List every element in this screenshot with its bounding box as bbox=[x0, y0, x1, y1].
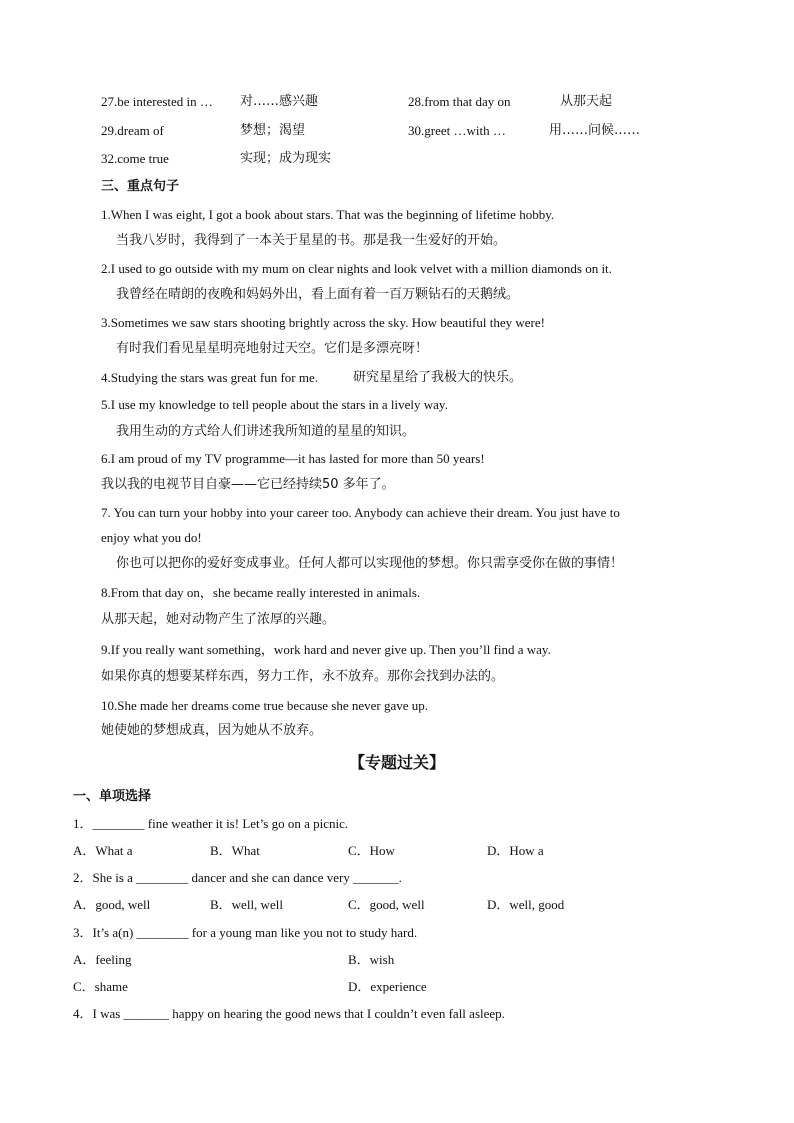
sentence-en: 8.From that day on，she became really interested in animals. bbox=[101, 585, 421, 600]
phrase-cn: 梦想；渴望 bbox=[240, 123, 306, 138]
option: A．good, well bbox=[73, 897, 151, 912]
option: C．shame bbox=[73, 979, 128, 994]
option: B．well, well bbox=[210, 897, 283, 912]
section-heading-key-sentences: 三、重点句子 bbox=[101, 179, 180, 194]
phrase-en: 29.dream of bbox=[101, 123, 164, 138]
sentence-cn: 我以我的电视节目自豪——它已经持续50 多年了。 bbox=[101, 477, 395, 492]
question-stem: 4．I was _______ happy on hearing the good news that I couldn’t even fall asleep. bbox=[73, 1006, 505, 1021]
phrase-cn: 对……感兴趣 bbox=[240, 94, 319, 109]
sentence-cn: 当我八岁时，我得到了一本关于星星的书。那是我一生爱好的开始。 bbox=[116, 233, 507, 248]
phrase-cn: 实现；成为现实 bbox=[240, 151, 332, 166]
option: D．well, good bbox=[487, 897, 565, 912]
sentence-cn: 研究星星给了我极大的快乐。 bbox=[353, 370, 523, 385]
sentence-en: 10.She made her dreams come true because she never gave up. bbox=[101, 698, 429, 713]
sentence-en: 2.I used to go outside with my mum on clear nights and look velvet with a million diamonds on it. bbox=[101, 261, 612, 276]
sentence-cn: 她使她的梦想成真，因为她从不放弃。 bbox=[101, 723, 323, 738]
option: A．feeling bbox=[73, 952, 132, 967]
phrase-en: 28.from that day on bbox=[408, 94, 511, 109]
sentence-en: 7. You can turn your hobby into your career too. Anybody can achieve their dream. You just have to bbox=[101, 505, 620, 520]
phrase-en: 30.greet …with … bbox=[408, 123, 506, 138]
sentence-cn: 我曾经在晴朗的夜晚和妈妈外出，看上面有着一百万颗钻石的天鹅绒。 bbox=[116, 287, 520, 302]
phrase-en: 27.be interested in … bbox=[101, 94, 213, 109]
phrase-cn: 从那天起 bbox=[560, 94, 613, 109]
sentence-en: 5.I use my knowledge to tell people about the stars in a lively way. bbox=[101, 397, 448, 412]
option: B．What bbox=[210, 843, 260, 858]
option: C．How bbox=[348, 843, 395, 858]
sentence-en: 9.If you really want something，work hard and never give up. Then you’ll find a way. bbox=[101, 642, 551, 657]
section-heading-mcq: 一、单项选择 bbox=[73, 789, 152, 804]
page-section-title: 【专题过关】 bbox=[348, 753, 445, 772]
phrase-en: 32.come true bbox=[101, 151, 169, 166]
sentence-en-continued: enjoy what you do! bbox=[101, 530, 202, 545]
sentence-en: 6.I am proud of my TV programme—it has lasted for more than 50 years! bbox=[101, 451, 485, 466]
sentence-en: 3.Sometimes we saw stars shooting brightly across the sky. How beautiful they were! bbox=[101, 315, 545, 330]
option: C．good, well bbox=[348, 897, 425, 912]
question-stem: 2．She is a ________ dancer and she can dance very _______. bbox=[73, 870, 402, 885]
phrase-cn: 用……问候…… bbox=[549, 123, 641, 138]
sentence-en: 4.Studying the stars was great fun for me. bbox=[101, 370, 318, 385]
sentence-cn: 从那天起，她对动物产生了浓厚的兴趣。 bbox=[101, 612, 336, 627]
option: D．experience bbox=[348, 979, 427, 994]
option: B．wish bbox=[348, 952, 395, 967]
sentence-cn: 如果你真的想要某样东西，努力工作，永不放弃。那你会找到办法的。 bbox=[101, 669, 505, 684]
sentence-en: 1.When I was eight, I got a book about stars. That was the beginning of lifetime hobby. bbox=[101, 207, 555, 222]
option: A．What a bbox=[73, 843, 133, 858]
sentence-cn: 我用生动的方式给人们讲述我所知道的星星的知识。 bbox=[116, 424, 416, 439]
option: D．How a bbox=[487, 843, 544, 858]
sentence-cn: 你也可以把你的爱好变成事业。任何人都可以实现他的梦想。你只需享受你在做的事情！ bbox=[116, 556, 624, 571]
question-stem: 1．________ fine weather it is! Let’s go on a picnic. bbox=[73, 816, 349, 831]
sentence-cn: 有时我们看见星星明亮地射过天空。它们是多漂亮呀！ bbox=[116, 341, 429, 356]
question-stem: 3．It’s a(n) ________ for a young man like you not to study hard. bbox=[73, 925, 418, 940]
